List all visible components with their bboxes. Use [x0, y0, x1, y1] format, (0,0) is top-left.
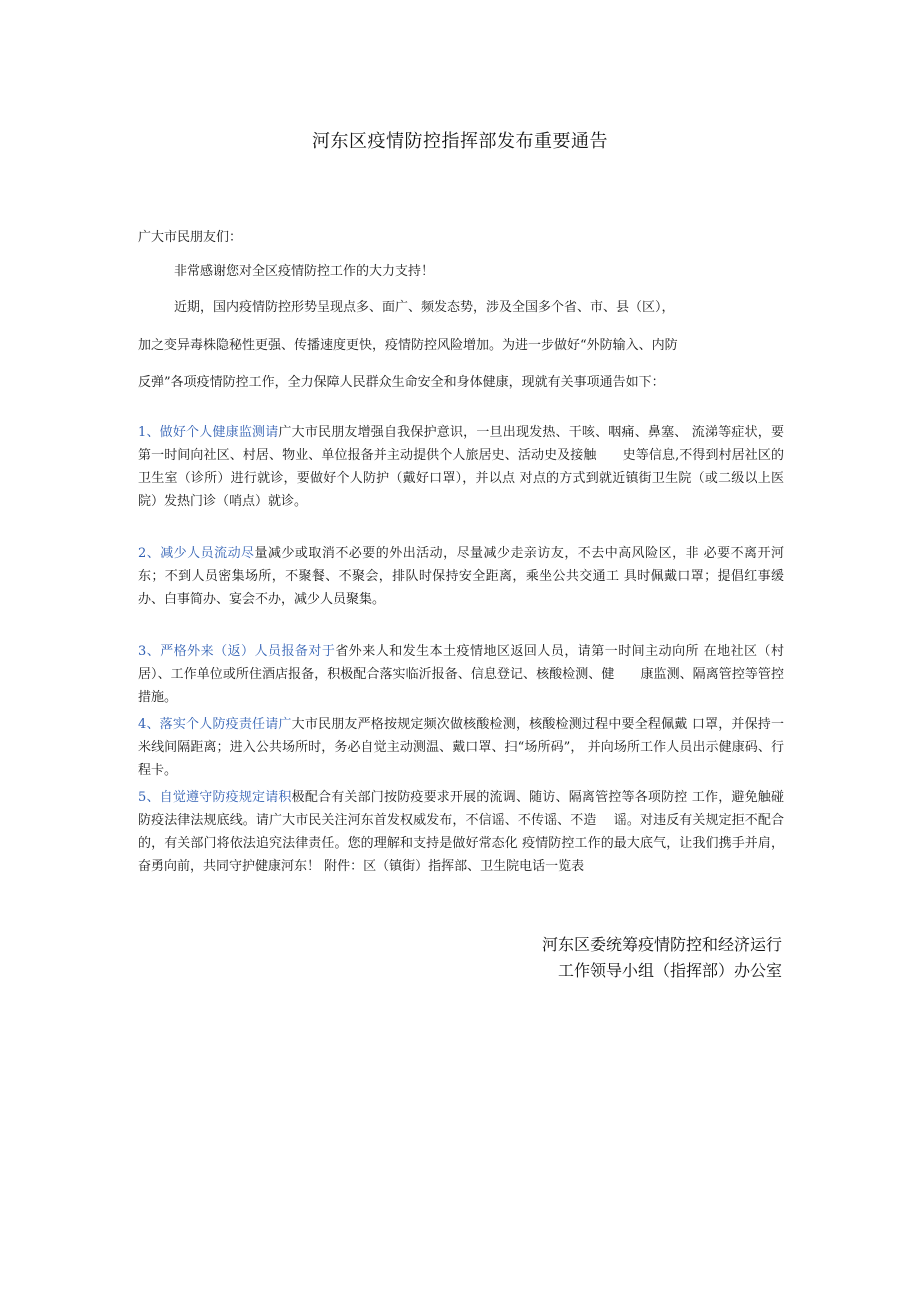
notice-item-2-body: 量减少或取消不必要的外出活动，尽量减少走亲访友，不去中高风险区，非 必要不离开河东；不到人员密集场所，不聚餐、不聚会，排队时保持安全距离，乘坐公共交通工 具时佩戴口罩；提倡红事缓办、白事简办、宴会不办，减少人员聚集。: [138, 546, 784, 607]
notice-item-1-body: 广大市民朋友增强自我保护意识，一旦出现发热、干咳、咽痛、鼻塞、 流涕等症状，要第一时间向社区、村居、物业、单位报备并主动提供个人旅居史、活动史及接触 史等信息,不得到村居社区的卫生室（诊所）进行就诊，要做好个人防护（戴好口罩），并以点 对点的方式到就近镇街卫生院（或二级以上医院）发热门诊（哨点）就诊。: [138, 425, 784, 509]
notice-item-2: [138, 542, 784, 611]
signature-line-2: 工作领导小组（指挥部）办公室: [557, 961, 782, 980]
notice-item-2-lead: 2、减少人员流动尽: [138, 546, 255, 561]
notice-item-4: [138, 713, 784, 782]
notice-item-4-lead: 4、落实个人防疫责任请广: [138, 717, 292, 732]
intro-line-2: 加之变异毒株隐秘性更强、传播速度更快，疫情防控风险增加。为进一步做好“外防输入、内防: [138, 338, 678, 353]
notice-item-1: [138, 421, 784, 513]
notice-item-4-body: 大市民朋友严格按规定频次做核酸检测，核酸检测过程中要全程佩戴 口罩，并保持一米线间隔距离；进入公共场所时，务必自觉主动测温、戴口罩、扫“场所码”， 并向场所工作人员出示健康码、行程卡。: [138, 717, 784, 778]
notice-item-5-body: 极配合有关部门按防疫要求开展的流调、随访、隔离管控等各项防控 工作，避免触碰防疫法律法规底线。请广大市民关注河东首发权威发布，不信谣、不传谣、不造 谣。对违反有关规定拒不配合的，有关部门将依法追究法律责任。您的理解和支持是做好常态化 疫情防控工作的最大底气，让我们携手并肩，奋勇向前，共同守护健康河东！ 附件：区（镇街）指挥部、卫生院电话一览表: [138, 790, 784, 874]
notice-item-5: [138, 786, 784, 878]
thanks-paragraph: 非常感谢您对全区疫情防控工作的大力支持！: [174, 264, 435, 279]
intro-line-1: 近期，国内疫情防控形势呈现点多、面广、频发态势，涉及全国多个省、市、县（区），: [174, 300, 675, 315]
notice-item-1-lead: 1、做好个人健康监测请: [138, 425, 279, 440]
notice-item-5-lead: 5、自觉遵守防疫规定请积: [138, 790, 292, 805]
notice-item-3: [138, 640, 784, 709]
signature-line-1: 河东区委统筹疫情防控和经济运行: [541, 935, 782, 954]
notice-item-3-lead: 3、严格外来（返）人员报备对于: [138, 644, 336, 659]
salutation: 广大市民朋友们：: [138, 230, 243, 245]
intro-line-3: 反弹”各项疫情防控工作，全力保障人民群众生命安全和身体健康，现就有关事项通告如下：: [138, 375, 665, 390]
notice-item-3-body: 省外来人和发生本土疫情地区返回人员，请第一时间主动向所 在地社区（村居）、工作单位或所住酒店报备，积极配合落实临沂报备、信息登记、核酸检测、健 康监测、隔离管控等管控措施。: [138, 644, 784, 705]
document-title: 河东区疫情防控指挥部发布重要通告: [312, 131, 608, 152]
